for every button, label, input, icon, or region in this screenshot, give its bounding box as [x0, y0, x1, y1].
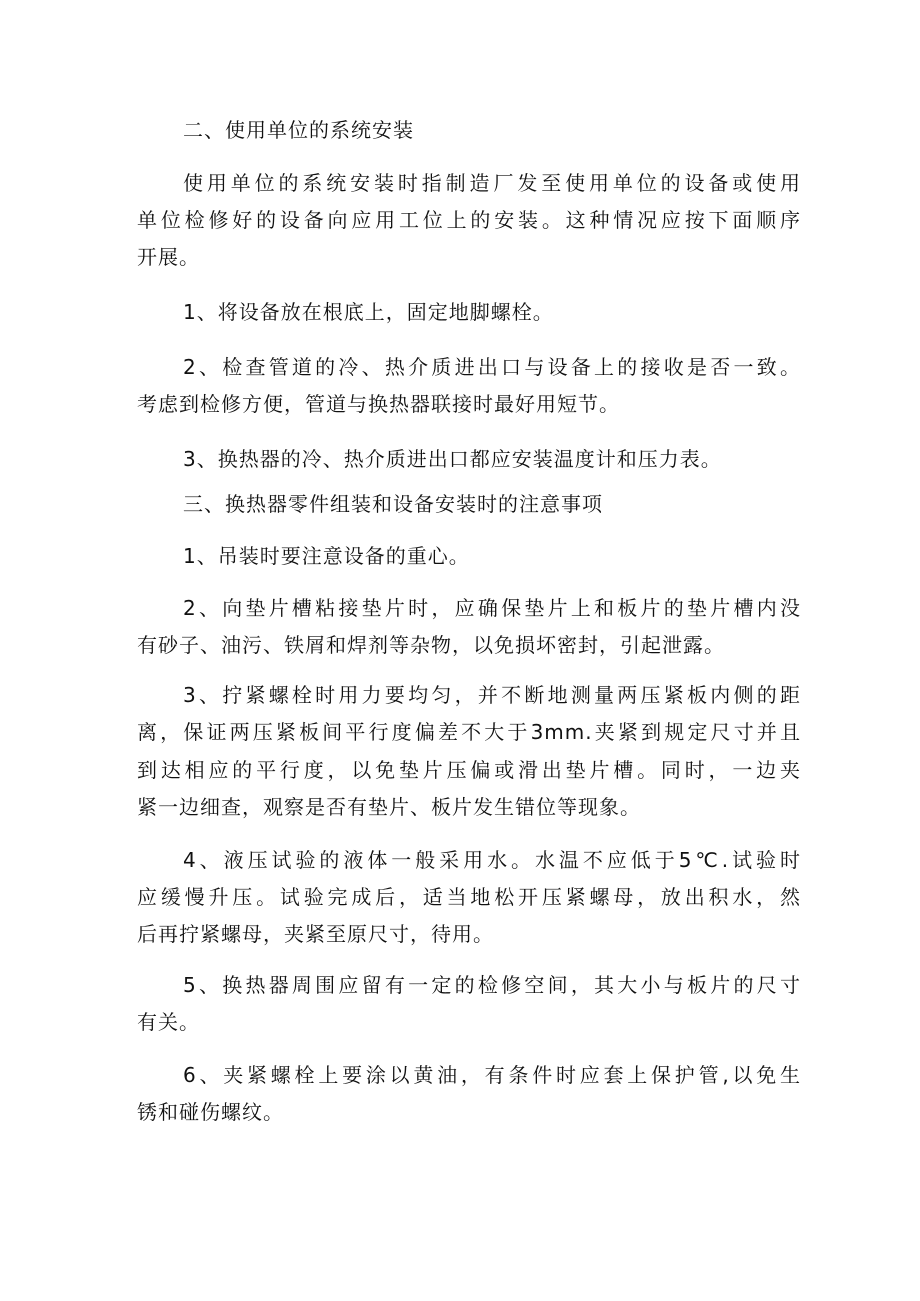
paragraph-line: 开展。: [137, 245, 200, 269]
paragraph-line: 锈和碰伤螺纹。: [137, 1100, 284, 1124]
paragraph-line: 后再拧紧螺母，夹紧至原尺寸，待用。: [137, 922, 494, 946]
paragraph-line: 离，保证两压紧板间平行度偏差不大于3mm.夹紧到规定尺寸并且: [137, 720, 801, 744]
paragraph-line: 单位检修好的设备向应用工位上的安装。这种情况应按下面顺序: [137, 208, 801, 232]
paragraph-line: 二、使用单位的系统安装: [183, 118, 414, 142]
paragraph-line: 到达相应的平行度，以免垫片压偏或滑出垫片槽。同时，一边夹: [137, 758, 801, 782]
paragraph-line: 考虑到检修方便，管道与换热器联接时最好用短节。: [137, 392, 620, 416]
paragraph-line: 三、换热器零件组装和设备安装时的注意事项: [183, 492, 603, 516]
paragraph-line: 4、液压试验的液体一般采用水。水温不应低于5℃.试验时: [183, 848, 801, 872]
paragraph-line: 2、向垫片槽粘接垫片时，应确保垫片上和板片的垫片槽内没: [183, 596, 801, 620]
paragraph-line: 1、将设备放在根底上，固定地脚螺栓。: [183, 300, 554, 324]
paragraph-line: 5、换热器周围应留有一定的检修空间，其大小与板片的尺寸: [183, 973, 801, 997]
paragraph-line: 使用单位的系统安装时指制造厂发至使用单位的设备或使用: [183, 171, 801, 195]
paragraph-line: 3、拧紧螺栓时用力要均匀，并不断地测量两压紧板内侧的距: [183, 683, 801, 707]
paragraph-line: 有关。: [137, 1010, 200, 1034]
paragraph-line: 3、换热器的冷、热介质进出口都应安装温度计和压力表。: [183, 447, 722, 471]
paragraph-line: 有砂子、油污、铁屑和焊剂等杂物，以免损坏密封，引起泄露。: [137, 633, 725, 657]
paragraph-line: 2、检查管道的冷、热介质进出口与设备上的接收是否一致。: [183, 355, 801, 379]
paragraph-line: 应缓慢升压。试验完成后，适当地松开压紧螺母，放出积水，然: [137, 885, 801, 909]
paragraph-line: 紧一边细查，观察是否有垫片、板片发生错位等现象。: [137, 795, 641, 819]
paragraph-line: 6、夹紧螺栓上要涂以黄油，有条件时应套上保护管,以免生: [183, 1063, 801, 1087]
paragraph-line: 1、吊装时要注意设备的重心。: [183, 544, 470, 568]
